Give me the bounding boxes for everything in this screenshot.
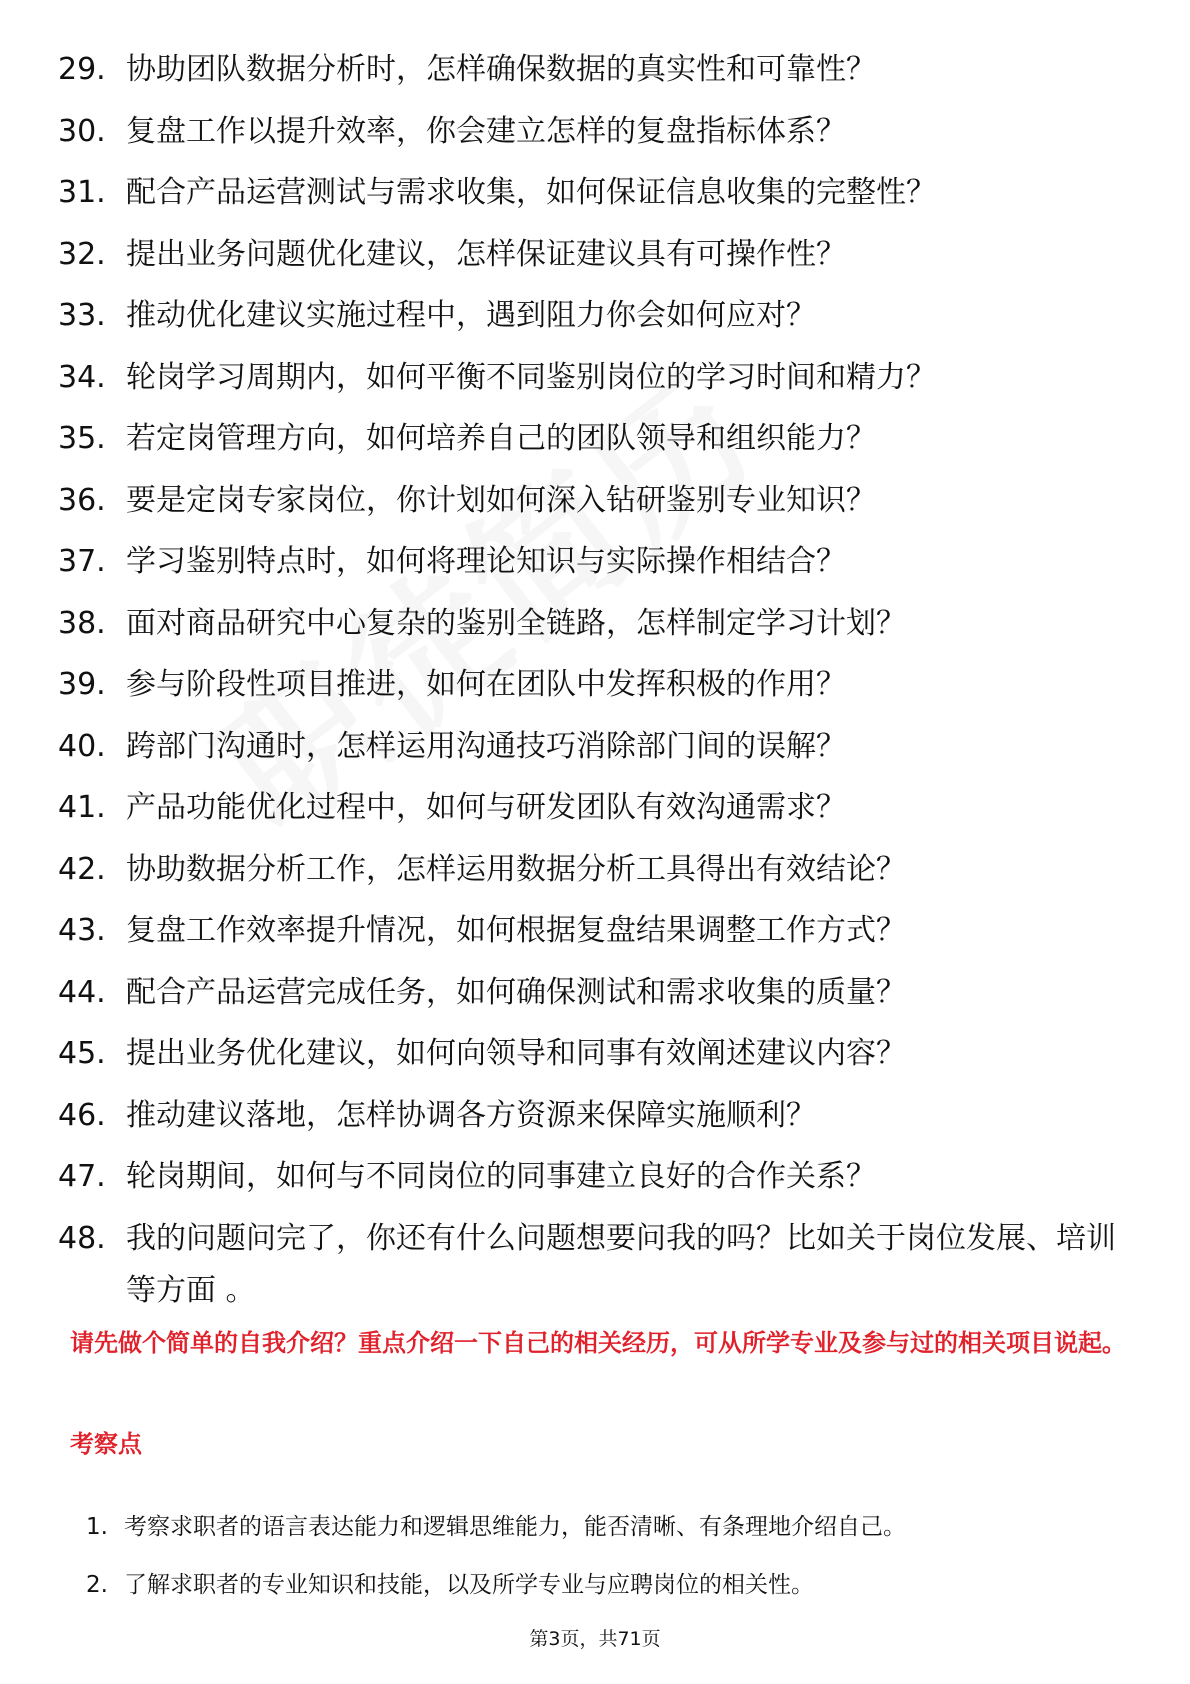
question-text: 协助数据分析工作，怎样运用数据分析工具得出有效结论？ [126,851,906,887]
question-number: 35. [58,421,106,456]
question-item [58,1213,1138,1317]
question-text: 若定岗管理方向，如何培养自己的团队领导和组织能力？ [126,421,876,456]
assessment-point [86,1510,1126,1568]
point-number: 1. [86,1514,108,1540]
question-item [58,290,1138,352]
question-text: 产品功能优化过程中，如何与研发团队有效沟通需求？ [126,790,846,825]
question-text: 提出业务问题优化建议，怎样保证建议具有可操作性？ [126,236,846,272]
question-text: 提出业务优化建议，如何向领导和同事有效阐述建议内容？ [126,1036,906,1071]
point-number: 2. [86,1572,108,1598]
question-number: 32. [58,236,106,272]
question-text: 跨部门沟通时，怎样运用沟通技巧消除部门间的误解？ [126,728,846,764]
question-item [58,229,1138,291]
question-text: 学习鉴别特点时，如何将理论知识与实际操作相结合？ [126,544,846,579]
question-item [58,967,1138,1029]
question-item [58,106,1138,168]
question-item [58,167,1138,229]
question-text: 配合产品运营测试与需求收集，如何保证信息收集的完整性？ [126,175,936,210]
question-item [58,659,1138,721]
assessment-point-list [86,1510,1126,1626]
question-item [58,844,1138,906]
question-number: 46. [58,1097,106,1133]
question-item [58,598,1138,660]
question-number: 43. [58,913,106,948]
question-number: 34. [58,359,106,395]
point-text: 考察求职者的语言表达能力和逻辑思维能力，能否清晰、有条理地介绍自己。 [124,1514,906,1540]
question-item [58,1028,1138,1090]
question-item [58,352,1138,414]
question-number: 37. [58,544,106,579]
question-number: 33. [58,298,106,333]
question-text: 轮岗学习周期内，如何平衡不同鉴别岗位的学习时间和精力？ [126,359,936,395]
question-text: 面对商品研究中心复杂的鉴别全链路，怎样制定学习计划？ [126,605,906,641]
question-number: 31. [58,175,106,210]
question-text: 轮岗期间，如何与不同岗位的同事建立良好的合作关系？ [126,1159,876,1194]
section-heading: 请先做个简单的自我介绍？重点介绍一下自己的相关经历，可从所学专业及参与过的相关项目说起。 [70,1329,1126,1357]
question-number: 44. [58,974,106,1010]
question-number: 36. [58,482,106,518]
question-number: 42. [58,851,106,887]
question-text: 推动优化建议实施过程中，遇到阻力你会如何应对？ [126,298,816,333]
question-item [58,536,1138,598]
question-number: 40. [58,728,106,764]
question-number: 47. [58,1159,106,1194]
question-text: 复盘工作以提升效率，你会建立怎样的复盘指标体系？ [126,113,846,149]
question-item [58,782,1138,844]
question-list [58,44,1138,1317]
question-text: 推动建议落地，怎样协调各方资源来保障实施顺利？ [126,1097,816,1133]
question-item [58,1090,1138,1152]
question-number: 48. [58,1220,106,1256]
question-item [58,1151,1138,1213]
question-text: 参与阶段性项目推进，如何在团队中发挥积极的作用？ [126,667,846,702]
question-item [58,475,1138,537]
question-item [58,905,1138,967]
question-number: 29. [58,52,106,87]
question-text: 协助团队数据分析时，怎样确保数据的真实性和可靠性？ [126,52,876,87]
question-text: 复盘工作效率提升情况，如何根据复盘结果调整工作方式？ [126,913,906,948]
question-text: 配合产品运营完成任务，如何确保测试和需求收集的质量？ [126,974,906,1010]
point-text: 了解求职者的专业知识和技能，以及所学专业与应聘岗位的相关性。 [124,1572,814,1598]
question-item [58,44,1138,106]
assessment-points-heading: 考察点 [70,1430,142,1458]
question-number: 41. [58,790,106,825]
question-number: 45. [58,1036,106,1071]
question-text: 我的问题问完了，你还有什么问题想要问我的吗？比如关于岗位发展、培训等方面 。 [126,1220,1116,1308]
question-item [58,413,1138,475]
question-item [58,721,1138,783]
question-number: 39. [58,667,106,702]
question-number: 30. [58,113,106,149]
assessment-point [86,1568,1126,1626]
page-number: 第3页，共71页 [529,1628,661,1650]
question-text: 要是定岗专家岗位，你计划如何深入钻研鉴别专业知识？ [126,482,876,518]
question-number: 38. [58,605,106,641]
